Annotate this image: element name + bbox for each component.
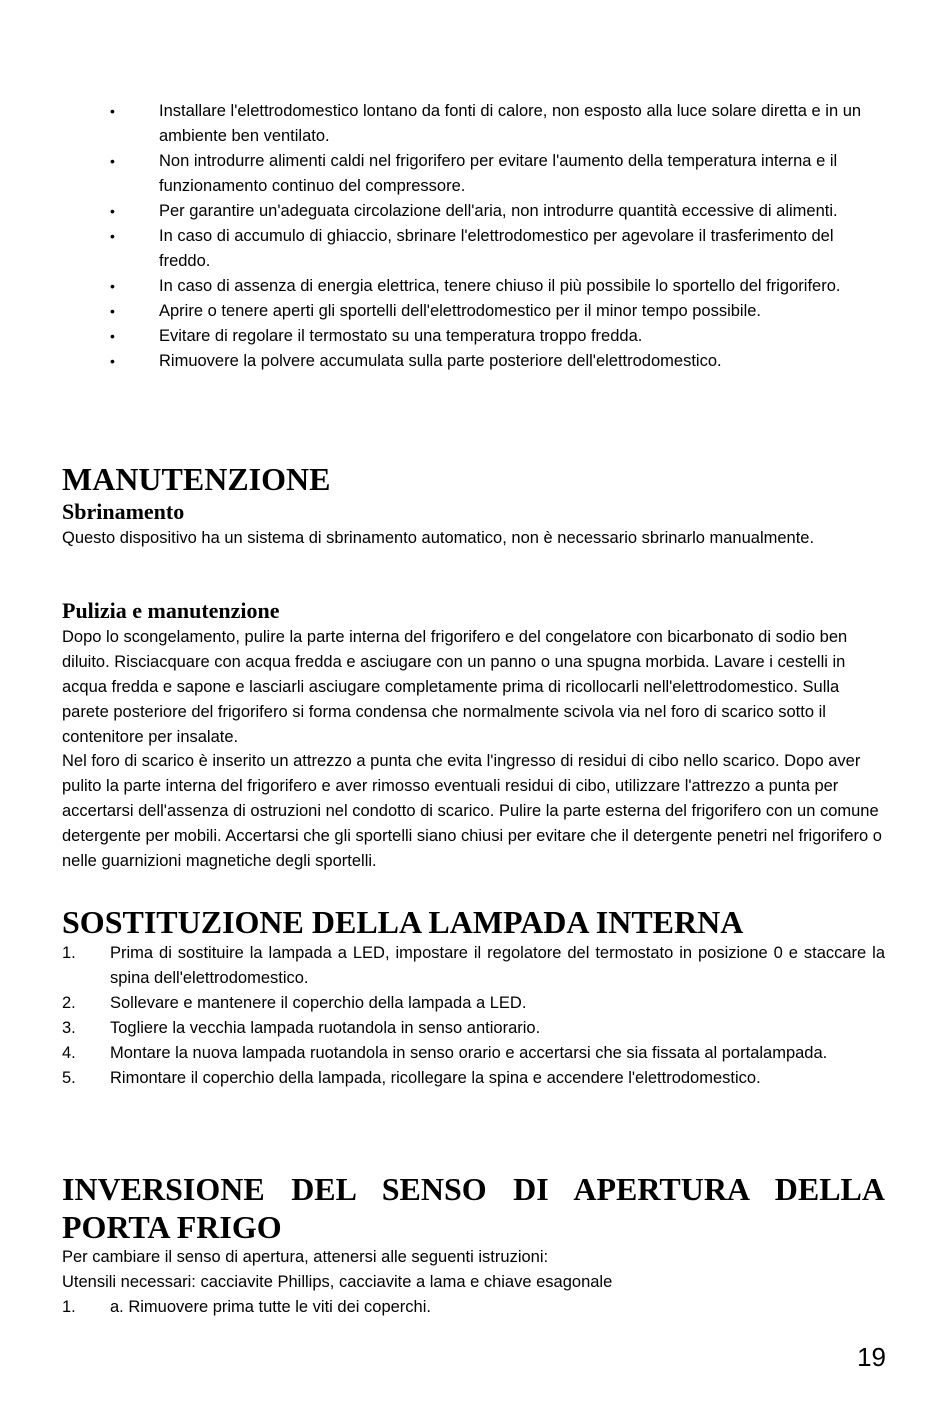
list-item: • In caso di accumulo di ghiaccio, sbrinare l'elettrodomestico per agevolare il trasferimento del freddo.	[62, 224, 882, 274]
step-number: 1.	[62, 1298, 76, 1316]
list-item: • Installare l'elettrodomestico lontano da fonti di calore, non esposto alla luce solare diretta e in un ambiente ben ventilato.	[62, 99, 882, 149]
section-title-inversione: INVERSIONE DEL SENSO DI APERTURA DELLA PORTA FRIGO	[62, 1171, 885, 1245]
list-item: 2. Sollevare e mantenere il coperchio della lampada a LED.	[62, 991, 885, 1016]
tips-bullet-list	[62, 99, 882, 374]
list-item: • In caso di assenza di energia elettrica, tenere chiuso il più possibile lo sportello del frigorifero.	[62, 274, 882, 299]
inversione-steps-list	[62, 1295, 885, 1320]
step-number: 3.	[62, 1019, 76, 1037]
section-title-lampada: SOSTITUZIONE DELLA LAMPADA INTERNA	[62, 904, 744, 940]
step-number: 2.	[62, 994, 76, 1012]
bullet-icon: •	[110, 278, 115, 294]
bullet-icon: •	[110, 103, 115, 119]
list-item: 1. a. Rimuovere prima tutte le viti dei coperchi.	[62, 1295, 885, 1320]
bullet-icon: •	[110, 303, 115, 319]
pulizia-paragraph-1: Dopo lo scongelamento, pulire la parte interna del frigorifero e del congelatore con bicarbonato di sodio ben diluito. Risciacquare con acqua fredda e asciugare con un panno o una spugna morbida. Lavare i cestelli in acqua fredda e sapone e lasciarli asciugare completamente prima di ricollocarli nell'elettrodomestico. Sulla parete posteriore del frigorifero si forma condensa che normalmente scivola via nel foro di scarico sotto il contenitore per insalate.	[62, 628, 848, 746]
list-item: 3. Togliere la vecchia lampada ruotandola in senso antiorario.	[62, 1016, 885, 1041]
bullet-icon: •	[110, 153, 115, 169]
list-item: • Evitare di regolare il termostato su una temperatura troppo fredda.	[62, 324, 882, 349]
bullet-icon: •	[110, 228, 115, 244]
bullet-icon: •	[110, 328, 115, 344]
inversione-tools: Utensili necessari: cacciavite Phillips, cacciavite a lama e chiave esagonale	[62, 1273, 613, 1291]
step-number: 5.	[62, 1069, 76, 1087]
inversione-intro: Per cambiare il senso di apertura, attenersi alle seguenti istruzioni:	[62, 1248, 549, 1266]
list-item: 5. Rimontare il coperchio della lampada, ricollegare la spina e accendere l'elettrodomestico.	[62, 1066, 885, 1091]
bullet-icon: •	[110, 353, 115, 369]
pulizia-paragraph-2: Nel foro di scarico è inserito un attrezzo a punta che evita l'ingresso di residui di cibo nello scarico. Dopo aver pulito la parte interna del frigorifero e aver rimosso eventuali residui di cibo, utilizzare l'attrezzo a punta per accertarsi dell'assenza di ostruzioni nel condotto di scarico. Pulire la parte esterna del frigorifero con un comune detergente per mobili. Accertarsi che gli sportelli siano chiusi per evitare che il detergente penetri nel frigorifero o nelle guarnizioni magnetiche degli sportelli.	[62, 752, 882, 870]
step-number: 1.	[62, 944, 76, 962]
list-item: 4. Montare la nuova lampada ruotandola in senso orario e accertarsi che sia fissata al portalampada.	[62, 1041, 885, 1066]
list-item: 1. Prima di sostituire la lampada a LED, impostare il regolatore del termostato in posizione 0 e staccare la spina dell'elettrodomestico.	[62, 941, 885, 991]
lampada-steps-list	[62, 941, 885, 1091]
subsection-title-pulizia: Pulizia e manutenzione	[62, 598, 280, 623]
list-item: • Per garantire un'adeguata circolazione dell'aria, non introdurre quantità eccessive di alimenti.	[62, 199, 882, 224]
section-title-manutenzione: MANUTENZIONE	[62, 461, 331, 497]
list-item: • Aprire o tenere aperti gli sportelli dell'elettrodomestico per il minor tempo possibile.	[62, 299, 882, 324]
list-item: • Rimuovere la polvere accumulata sulla parte posteriore dell'elettrodomestico.	[62, 349, 882, 374]
sbrinamento-text: Questo dispositivo ha un sistema di sbrinamento automatico, non è necessario sbrinarlo manualmente.	[62, 529, 815, 547]
page-number: 19	[857, 1342, 886, 1372]
list-item: • Non introdurre alimenti caldi nel frigorifero per evitare l'aumento della temperatura interna e il funzionamento continuo del compressore.	[62, 149, 882, 199]
bullet-icon: •	[110, 203, 115, 219]
step-number: 4.	[62, 1044, 76, 1062]
subsection-title-sbrinamento: Sbrinamento	[62, 499, 185, 524]
